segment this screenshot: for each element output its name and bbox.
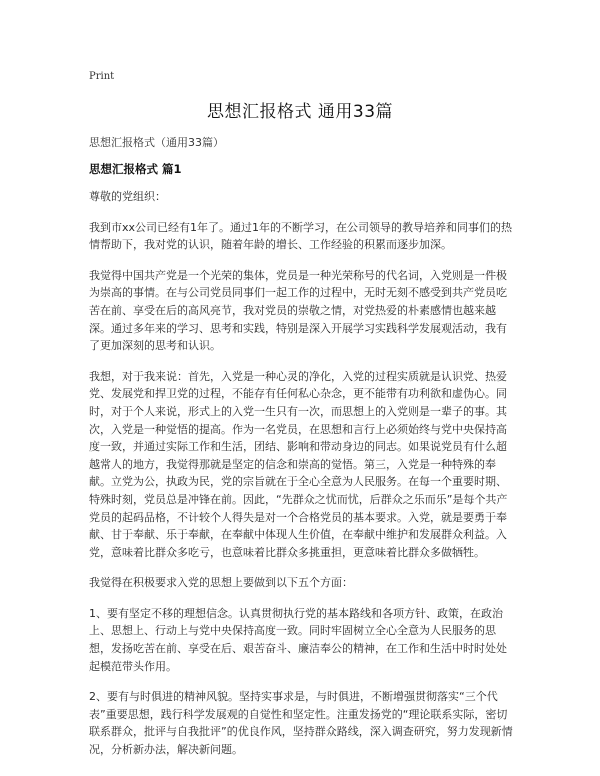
document-subtitle: 思想汇报格式（通用33篇）	[89, 136, 224, 149]
document-body	[89, 188, 515, 772]
paragraph: 2、要有与时俱进的精神风貌。坚持实事求是，与时俱进，不断增强贯彻落实“三个代表”重要思想，践行科学发展观的自觉性和坚定性。注重发扬党的“理论联系实际，密切联系群众，批评与自我批评”的优良作风，坚持群众路线，深入调查研究，努力发现新情况，分析新办法，解决新问题。	[89, 690, 513, 757]
page-title: 思想汇报格式 通用33篇	[206, 102, 394, 122]
salutation: 尊敬的党组织：	[89, 190, 166, 203]
paragraph: 1、要有坚定不移的理想信念。认真贯彻执行党的基本路线和各项方针、政策，在政治上、思想上、行动上与党中央保持高度一致。同时牢固树立全心全意为人民服务的思想，发扬吃苦在前、享受在后、艰苦奋斗、廉洁奉公的精神，在工作和生活中时时处处起模范带头作用。	[89, 606, 507, 673]
section-heading: 思想汇报格式 篇1	[89, 162, 182, 176]
paragraph: 我觉得在积极要求入党的思想上要做到以下五个方面：	[89, 576, 353, 590]
paragraph: 我觉得中国共产党是一个光荣的集体，党员是一种光荣称号的代名词，入党则是一件极为崇高的事情。在与公司党员同事们一起工作的过程中，无时无刻不感受到共产党员吃苦在前、享受在后的高风亮节，我对党员的崇敬之情，对党热爱的朴素感情也越来越深。通过多年来的学习、思考和实践，特别是深入开展学习实践科学发展观活动，我有了更加深刻的思考和认识。	[89, 268, 507, 353]
paragraph: 我想，对于我来说：首先，入党是一种心灵的净化，入党的过程实质就是认识党、热爱党、发展党和捍卫党的过程，不能存有任何私心杂念，更不能带有功利欲和虚伪心。同时，对于个人来说，形式上的入党一生只有一次，而思想上的入党则是一辈子的事。其次，入党是一种觉悟的提高。作为一名党员，在思想和言行上必须始终与党中央保持高度一致，并通过实际工作和生活，团结、影响和带动身边的同志。如果说党员有什么超越常人的地方，我觉得那就是坚定的信念和崇高的觉悟。第三，入党是一种特殊的奉献。立党为公，执政为民，党的宗旨就在于全心全意为人民服务。在每一个重要时期、特殊时刻，党员总是冲锋在前。因此，“先群众之忧而忧，后群众之乐而乐”是每个共产党员的起码品格，不计较个人得失是对一个合格党员的基本要求。入党，就是要勇于奉献、甘于奉献、乐于奉献，在奉献中体现人生价值，在奉献中维护和发展群众利益。入党，意味着比群众多吃亏，也意味着比群众多挑重担，更意味着比群众多做牺牲。	[89, 369, 508, 559]
print-label[interactable]: Print	[89, 71, 115, 82]
paragraph: 我到市xx公司已经有1年了。通过1年的不断学习，在公司领导的教导培养和同事们的热情帮助下，我对党的认识，随着年龄的增长、工作经验的积累而逐步加深。	[89, 220, 513, 252]
